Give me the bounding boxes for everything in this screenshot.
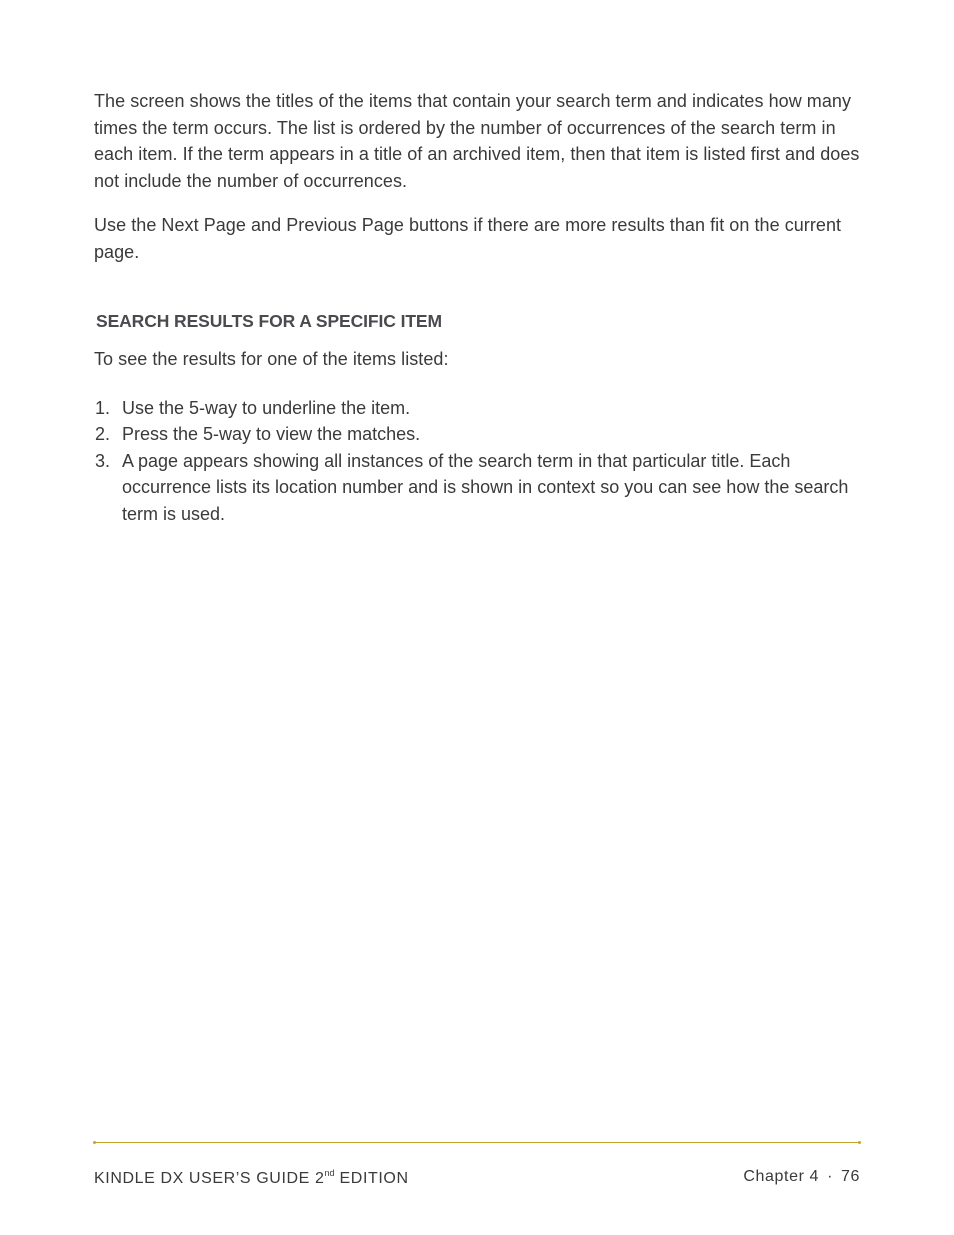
footer-page-info [743, 1168, 860, 1186]
footer-separator: · [827, 1168, 833, 1185]
list-item [94, 421, 864, 448]
edition-superscript: nd [324, 1168, 335, 1178]
step-number: 1. [95, 397, 111, 418]
step-text: Use the 5-way to underline the item. [122, 397, 411, 418]
page-content [94, 88, 864, 527]
list-item [94, 448, 864, 528]
steps-list [94, 395, 864, 528]
footer-guide-title [94, 1168, 409, 1188]
section-heading: SEARCH RESULTS FOR A SPECIFIC ITEM [96, 311, 442, 331]
page-number: 76 [841, 1168, 860, 1185]
footer-divider [94, 1142, 860, 1143]
intro-text: To see the results for one of the items listed: [94, 349, 449, 369]
step-text: Press the 5-way to view the matches. [122, 424, 421, 444]
step-number: 3. [95, 450, 111, 471]
paragraph-search-results: The screen shows the titles of the items that contain your search term and indicates how many times the term occurs. The list is ordered by the number of occurrences of the search term in each item. If the term appears in a title of an archived item, then that item is listed first and does not include the number of occurrences. [94, 91, 860, 191]
paragraph-next-previous: Use the Next Page and Previous Page buttons if there are more results than fit on the current page. [94, 215, 842, 262]
list-item [94, 395, 864, 422]
edition-word: EDITION [334, 1170, 409, 1187]
step-text: A page appears showing all instances of the search term in that particular title. Each occurrence lists its location number and is shown in context so you can see how the search term is used. [122, 450, 849, 524]
guide-title-text: KINDLE DX USER’S GUIDE 2 [94, 1170, 325, 1187]
step-number: 2. [95, 424, 111, 444]
chapter-label: Chapter 4 [743, 1168, 820, 1185]
